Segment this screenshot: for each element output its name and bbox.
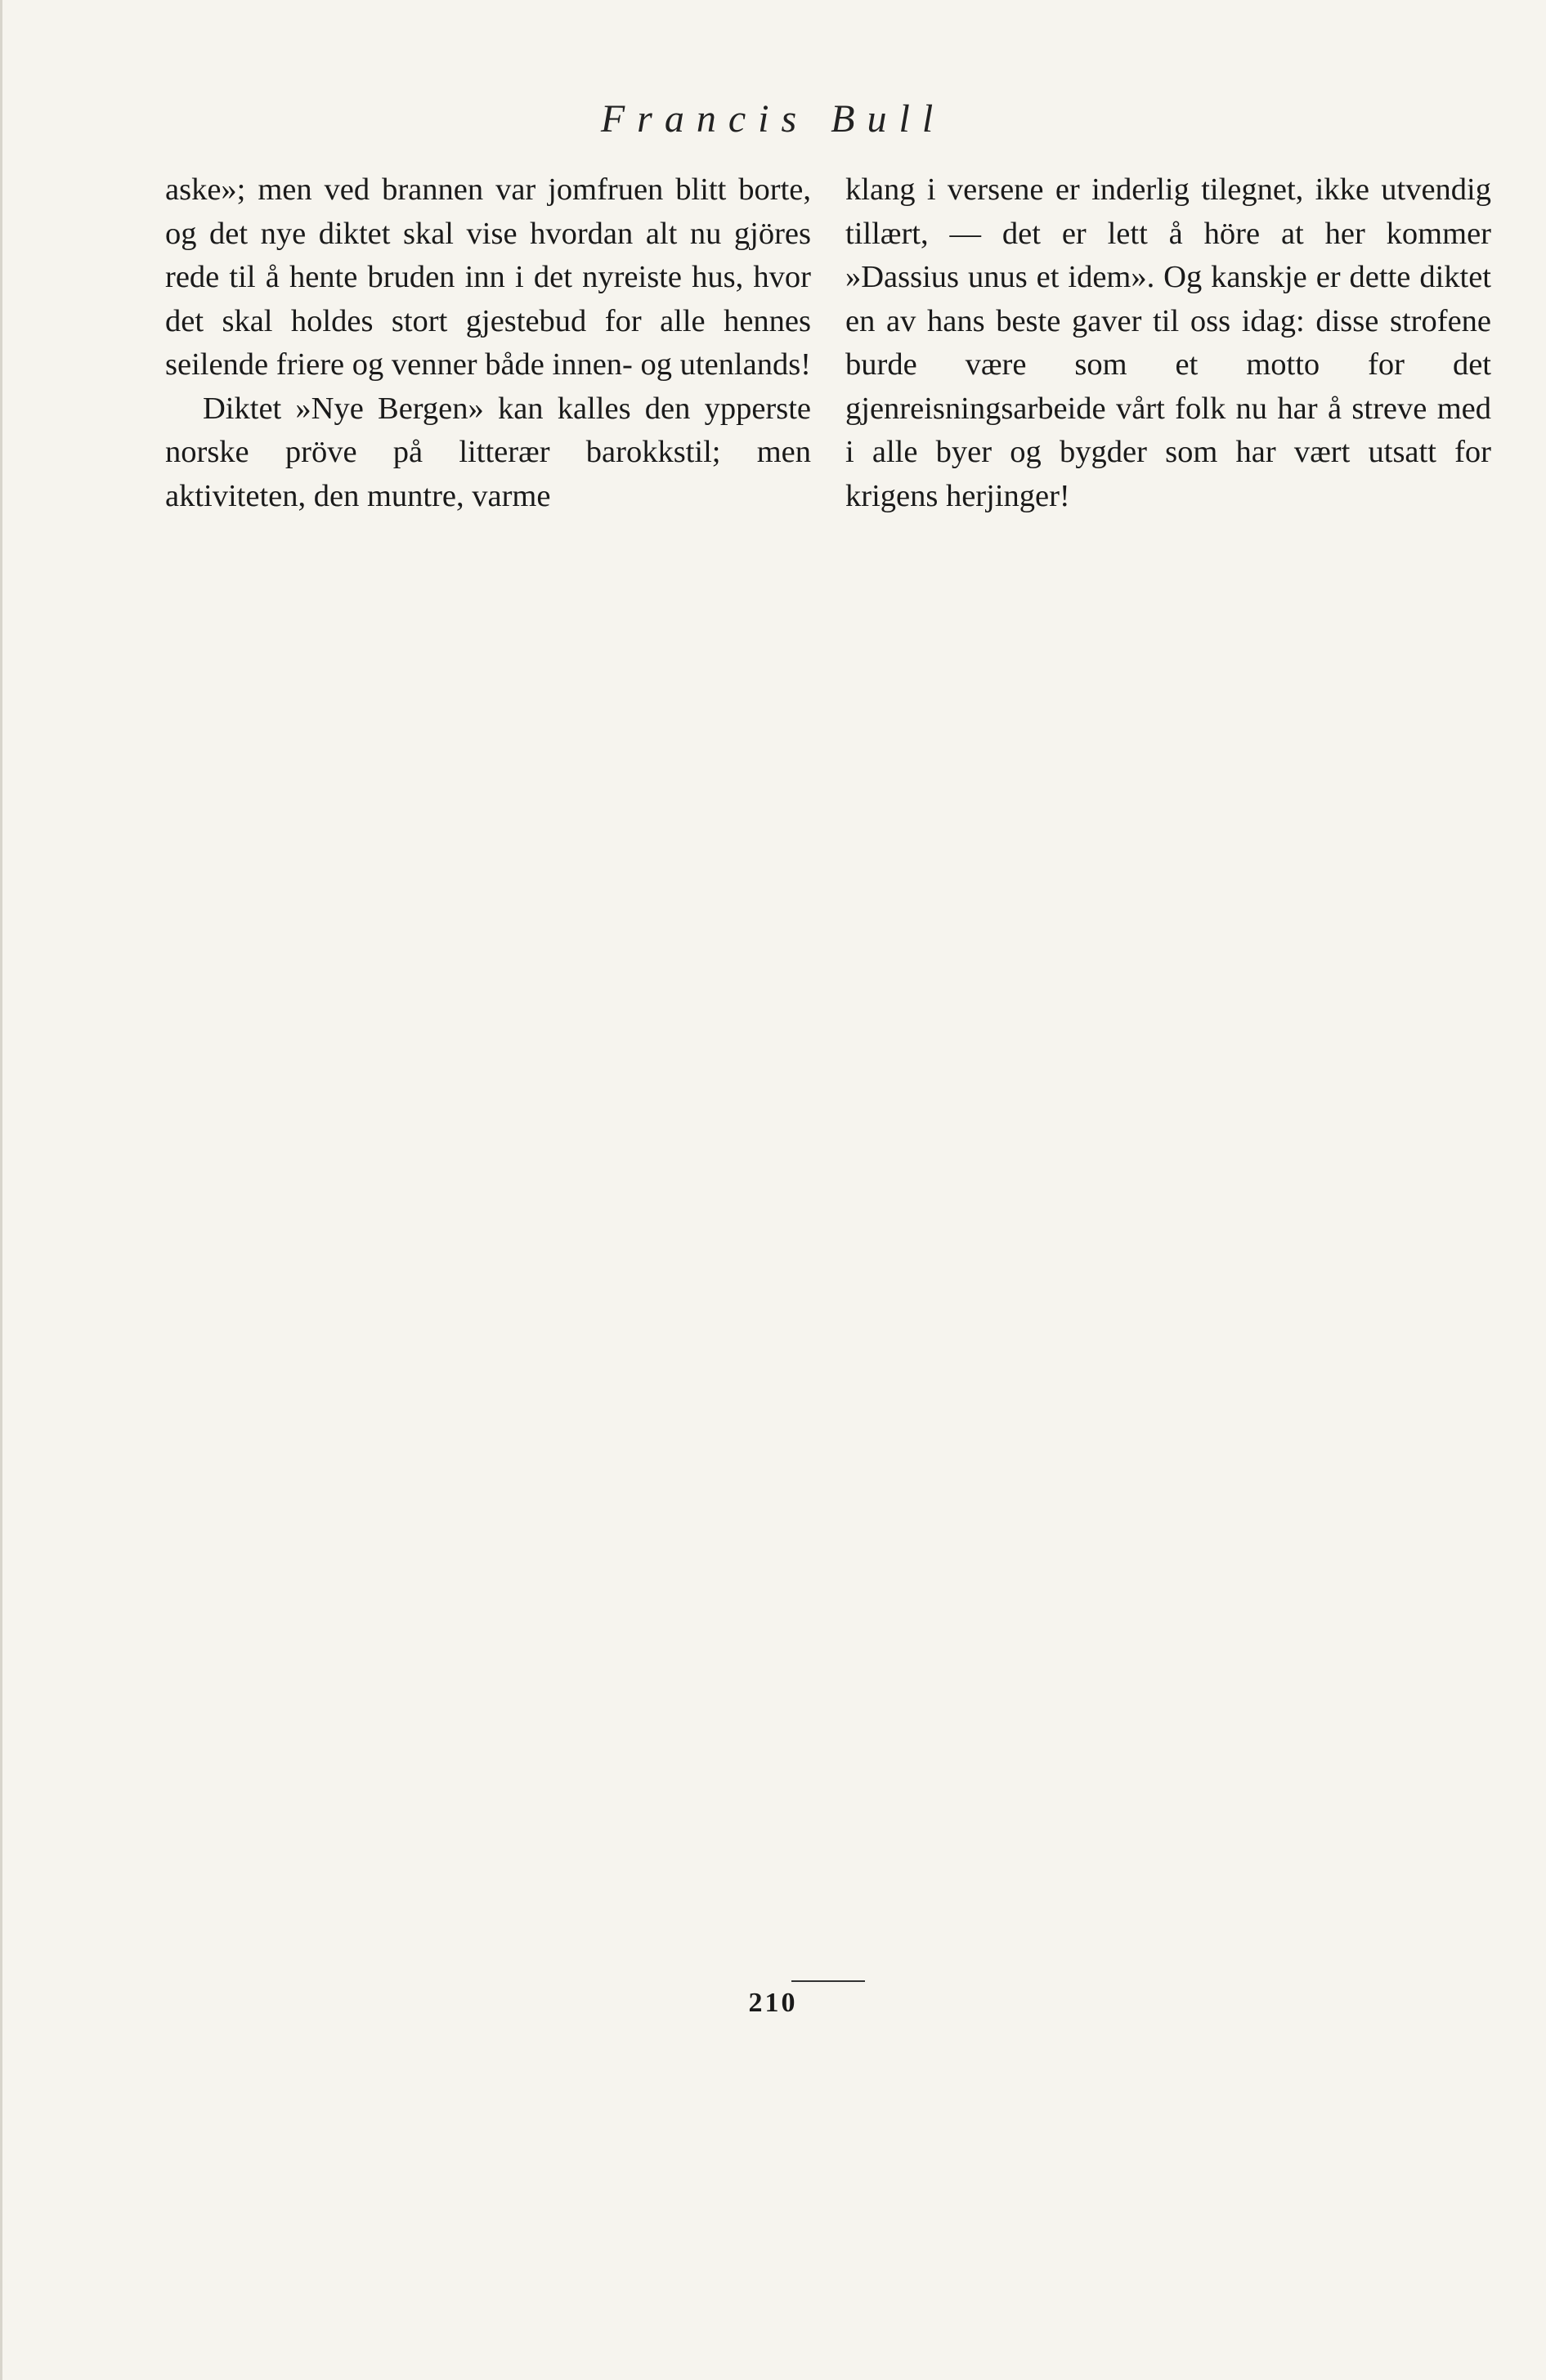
page-number: 210 <box>748 1988 798 2018</box>
right-column <box>845 168 1491 518</box>
left-column <box>165 168 811 518</box>
left-paragraph-2: Diktet »Nye Bergen» kan kalles den ypperste norske pröve på litterær barokkstil; men aktiviteten, den muntre, varme <box>165 391 811 513</box>
page-edge <box>0 0 2 2380</box>
page-number-rule <box>791 1980 865 1982</box>
running-title: Francis Bull <box>600 97 946 141</box>
right-paragraph-1: klang i versene er inderlig tilegnet, ikke utvendig tillært, — det er lett å höre at her kommer »Dassius unus et idem». Og kanskje er dette diktet en av hans beste gaver til oss idag: disse strofene burde være som et motto for det gjenreisningsarbeide vårt folk nu har å streve med i alle byer og bygder som har vært utsatt for krigens herjinger! <box>845 172 1491 513</box>
left-paragraph-1: aske»; men ved brannen var jomfruen blitt borte, og det nye diktet skal vise hvordan alt nu gjöres rede til å hente bruden inn i det nyreiste hus, hvor det skal holdes stort gjestebud for alle hennes seilende friere og venner både innen- og utenlands! <box>165 172 812 382</box>
